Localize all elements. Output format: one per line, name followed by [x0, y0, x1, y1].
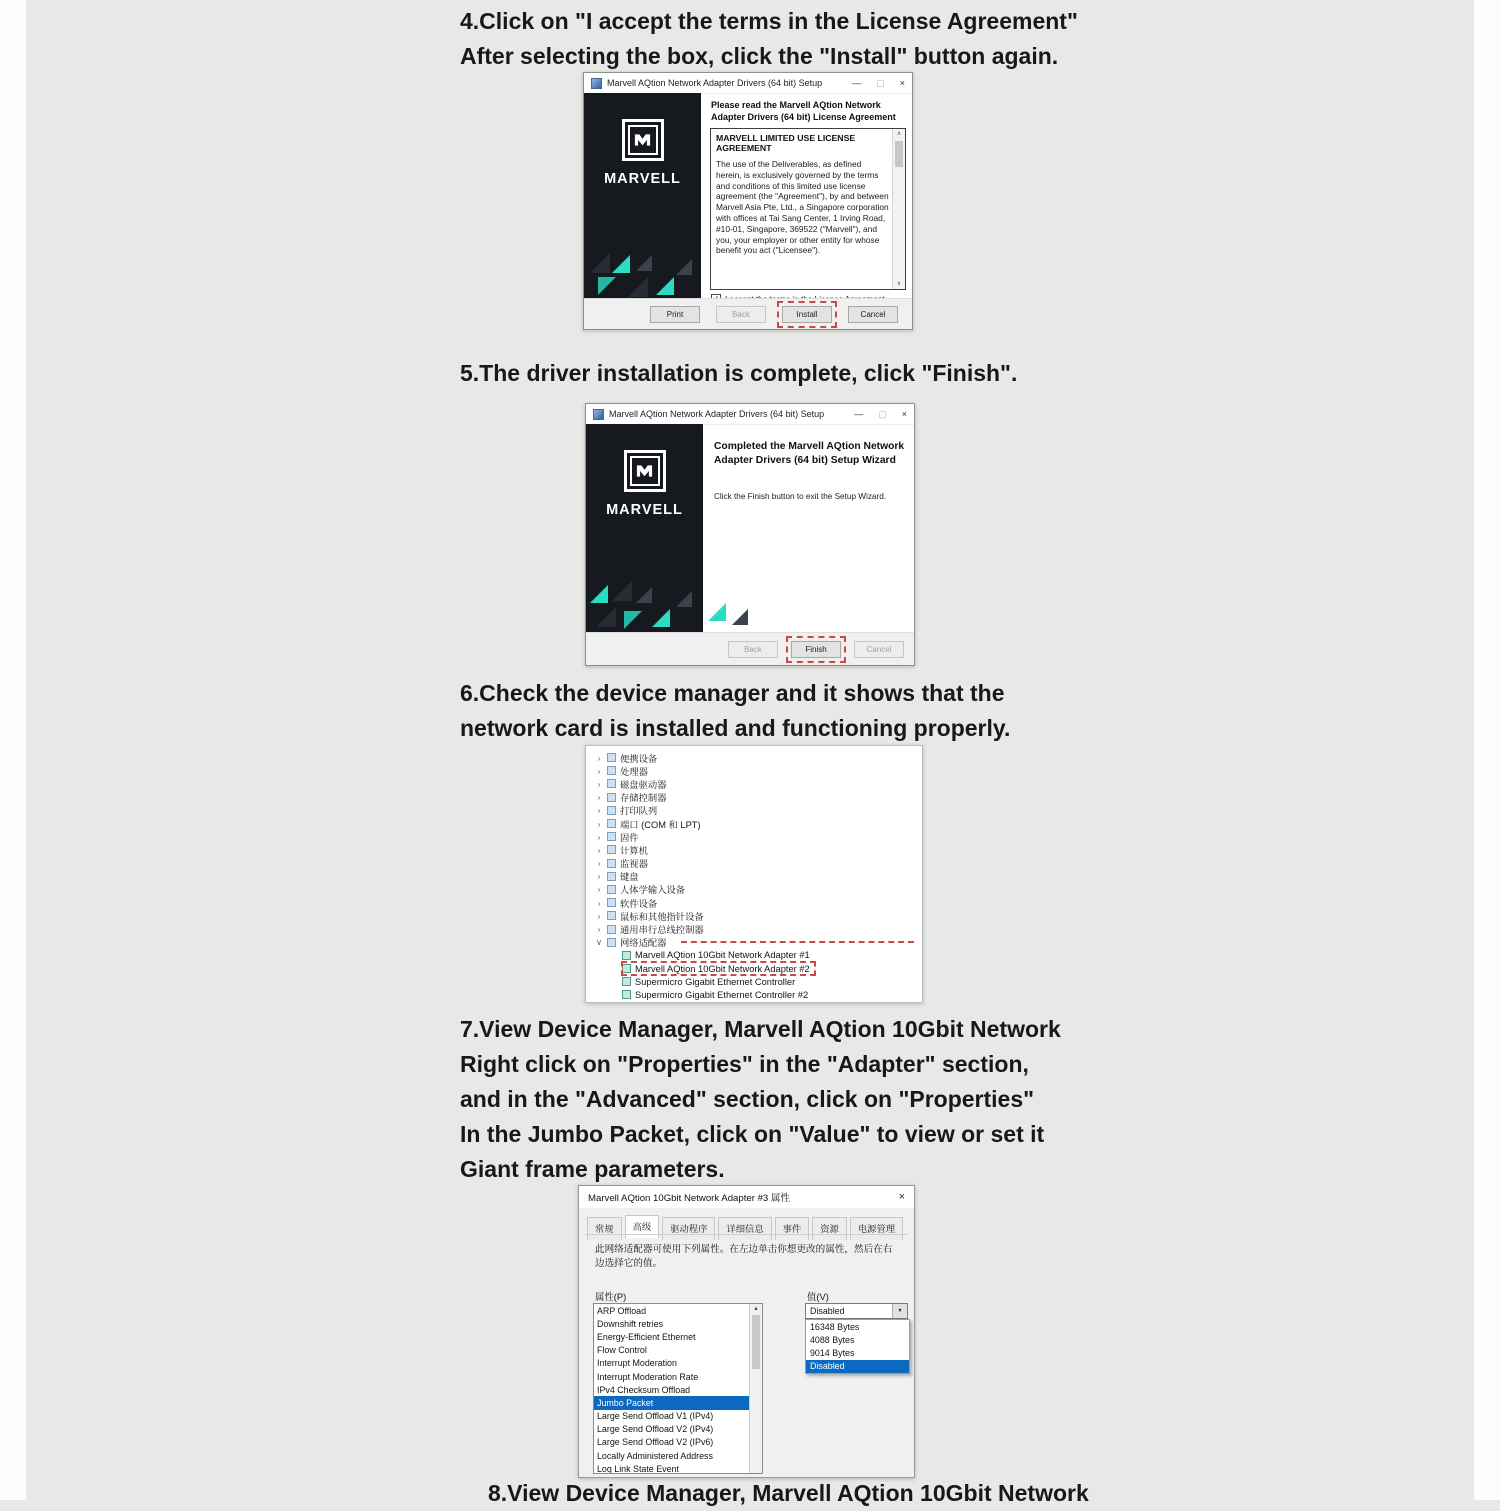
- ports-icon: [607, 819, 616, 828]
- installer-app-icon: [591, 78, 602, 89]
- combo-dropdown-icon[interactable]: ▼: [892, 1304, 907, 1318]
- chevron-right-icon[interactable]: ›: [597, 844, 601, 855]
- storage-controller-icon: [607, 793, 616, 802]
- license-dialog-title: Marvell AQtion Network Adapter Drivers (64 bit) Setup: [607, 78, 823, 88]
- properties-tab[interactable]: 常规: [587, 1217, 622, 1240]
- network-adapter-icon: [622, 951, 631, 960]
- step6-line1: 6.Check the device manager and it shows that the: [460, 680, 1005, 706]
- properties-tab[interactable]: 资源: [812, 1217, 847, 1240]
- property-list-label: 属性(P): [595, 1291, 627, 1302]
- chevron-right-icon[interactable]: ›: [597, 752, 601, 763]
- device-category-label: 便携设备: [620, 753, 658, 764]
- finish-dialog-titlebar: [586, 404, 914, 425]
- device-category-row[interactable]: [595, 817, 922, 830]
- chevron-right-icon[interactable]: ›: [597, 884, 601, 895]
- minimize-icon[interactable]: —: [854, 408, 864, 419]
- properties-tab[interactable]: 高级: [625, 1215, 660, 1238]
- step4-line2: After selecting the box, click the "Install" button again.: [460, 43, 1059, 69]
- tab-separator: [585, 1234, 908, 1235]
- finish-dialog-title: Marvell AQtion Network Adapter Drivers (64 bit) Setup: [609, 409, 825, 419]
- page-right-margin: [1474, 0, 1500, 1500]
- cancel-button[interactable]: Cancel: [848, 306, 898, 323]
- network-adapter-label: Marvell AQtion 10Gbit Network Adapter #1: [635, 950, 810, 961]
- hid-icon: [607, 885, 616, 894]
- step7-line5: Giant frame parameters.: [460, 1156, 725, 1182]
- chevron-right-icon[interactable]: ›: [597, 765, 601, 776]
- chevron-right-icon[interactable]: ›: [597, 897, 601, 908]
- device-category-row[interactable]: [595, 922, 922, 935]
- disk-drive-icon: [607, 779, 616, 788]
- close-icon[interactable]: ×: [899, 77, 905, 88]
- finish-dialog-window: [585, 403, 915, 666]
- license-text-box: [710, 128, 906, 290]
- processor-icon: [607, 766, 616, 775]
- step7-line3: and in the "Advanced" section, click on "Properties": [460, 1086, 1035, 1112]
- value-option[interactable]: 16348 Bytes: [810, 1321, 860, 1332]
- marvell-logo-icon: [622, 119, 664, 161]
- device-category-row[interactable]: [595, 857, 922, 870]
- portable-devices-icon: [607, 753, 616, 762]
- chevron-down-icon[interactable]: ∨: [595, 936, 603, 947]
- property-item[interactable]: IPv4 Checksum Offload: [597, 1384, 691, 1395]
- license-agreement-heading: MARVELL LIMITED USE LICENSE AGREEMENT: [716, 133, 856, 153]
- scrollbar-thumb[interactable]: [752, 1315, 760, 1369]
- step7-line2: Right click on "Properties" in the "Adapter" section,: [460, 1051, 1029, 1077]
- advanced-description: 此网络适配器可使用下列属性。在左边单击你想更改的属性，然后在右边选择它的值。: [595, 1244, 893, 1269]
- properties-title: Marvell AQtion 10Gbit Network Adapter #3 属性: [588, 1193, 791, 1204]
- device-category-label: 计算机: [620, 845, 648, 856]
- print-button[interactable]: Print: [650, 306, 700, 323]
- value-option[interactable]: 9014 Bytes: [810, 1347, 855, 1358]
- device-category-row[interactable]: [595, 764, 922, 777]
- mouse-icon: [607, 911, 616, 920]
- device-category-label: 处理器: [620, 766, 648, 777]
- property-item[interactable]: Interrupt Moderation Rate: [597, 1371, 699, 1382]
- license-header-text: Please read the Marvell AQtion Network Adapter Drivers (64 bit) License Agreement: [711, 100, 896, 122]
- device-category-label: 鼠标和其他指针设备: [620, 911, 704, 922]
- license-dialog-titlebar: [584, 73, 912, 94]
- network-adapter-label: Supermicro Gigabit Ethernet Controller #2: [635, 989, 809, 1000]
- marvell-brand-panel: [586, 424, 703, 633]
- network-adapter-icon: [622, 990, 631, 999]
- keyboard-icon: [607, 872, 616, 881]
- device-category-label: 人体学输入设备: [620, 885, 686, 896]
- scroll-down-icon[interactable]: ∨: [896, 281, 902, 287]
- license-scrollbar[interactable]: [892, 129, 905, 289]
- step8-heading: 8.View Device Manager, Marvell AQtion 10Gbit Network: [488, 1480, 1089, 1506]
- network-adapters-label: 网络适配器: [620, 938, 667, 949]
- cancel-button: Cancel: [854, 641, 904, 658]
- network-adapter-icon: [622, 964, 631, 973]
- device-category-row[interactable]: [595, 804, 922, 817]
- property-item[interactable]: Large Send Offload V2 (IPv4): [597, 1424, 714, 1435]
- finish-dialog-button-strip: [586, 632, 914, 665]
- marvell-logo-icon: [624, 450, 666, 492]
- device-manager-panel: [585, 745, 923, 1003]
- network-adapter-row[interactable]: [622, 975, 800, 988]
- property-item[interactable]: Jumbo Packet: [594, 1396, 750, 1409]
- property-listbox: [593, 1303, 763, 1474]
- license-dialog-button-strip: [584, 298, 912, 329]
- device-category-label: 通用串行总线控制器: [620, 925, 704, 936]
- properties-tab[interactable]: 驱动程序: [662, 1217, 715, 1240]
- device-category-label: 固件: [620, 832, 639, 843]
- network-adapter-row[interactable]: [622, 962, 815, 975]
- value-option[interactable]: 4088 Bytes: [810, 1334, 855, 1345]
- property-item[interactable]: Log Link State Event: [597, 1463, 679, 1474]
- triangle-decoration: [732, 609, 748, 625]
- properties-tab[interactable]: 详细信息: [718, 1217, 771, 1240]
- value-selected: Disabled: [810, 1306, 845, 1316]
- property-list-scrollbar[interactable]: [749, 1304, 762, 1473]
- device-category-label: 键盘: [620, 872, 639, 883]
- device-category-row[interactable]: [595, 791, 922, 804]
- chevron-right-icon[interactable]: ›: [597, 924, 601, 935]
- network-adapter-row[interactable]: [622, 988, 813, 1001]
- chevron-right-icon[interactable]: ›: [597, 778, 601, 789]
- value-label: 值(V): [807, 1291, 829, 1302]
- minimize-icon[interactable]: —: [852, 77, 862, 88]
- device-category-label: 端口 (COM 和 LPT): [620, 819, 701, 830]
- back-button: Back: [716, 306, 766, 323]
- properties-titlebar: [579, 1186, 914, 1208]
- maximize-icon: ▢: [878, 408, 887, 419]
- property-item[interactable]: ARP Offload: [597, 1305, 647, 1316]
- scrollbar-thumb[interactable]: [895, 141, 903, 167]
- device-category-row[interactable]: [595, 830, 922, 843]
- network-adapter-icon: [622, 977, 631, 986]
- scroll-up-icon[interactable]: ▲: [753, 1306, 759, 1312]
- triangle-decoration: [586, 563, 703, 633]
- device-category-label: 磁盘驱动器: [620, 779, 667, 790]
- step4-line1: 4.Click on "I accept the terms in the License Agreement": [460, 8, 1078, 34]
- print-queue-icon: [607, 806, 616, 815]
- properties-tab[interactable]: 电源管理: [850, 1217, 903, 1240]
- step5-heading: 5.The driver installation is complete, click "Finish".: [460, 360, 1018, 386]
- step7-line4: In the Jumbo Packet, click on "Value" to view or set it: [460, 1121, 1045, 1147]
- install-button[interactable]: Install: [782, 306, 832, 323]
- device-category-label: 存储控制器: [620, 793, 667, 804]
- red-dashed-annotation: [681, 941, 915, 943]
- software-device-icon: [607, 898, 616, 907]
- step7-line1: 7.View Device Manager, Marvell AQtion 10Gbit Network: [460, 1016, 1061, 1042]
- device-category-row[interactable]: [595, 909, 922, 922]
- chevron-right-icon[interactable]: ›: [597, 792, 601, 803]
- step7-heading: [460, 1012, 1120, 1187]
- firmware-icon: [607, 832, 616, 841]
- triangle-decoration: [708, 603, 726, 621]
- property-item[interactable]: Large Send Offload V1 (IPv4): [597, 1411, 714, 1422]
- marvell-brand-name: MARVELL: [604, 171, 681, 187]
- device-category-label: 监视器: [620, 859, 648, 870]
- chevron-right-icon[interactable]: ›: [597, 871, 601, 882]
- property-item[interactable]: Flow Control: [597, 1345, 647, 1356]
- monitor-icon: [607, 859, 616, 868]
- device-category-label: 软件设备: [620, 898, 658, 909]
- property-item[interactable]: Locally Administered Address: [597, 1450, 713, 1461]
- network-adapter-row[interactable]: [622, 949, 815, 962]
- network-adapters-row[interactable]: [595, 936, 922, 949]
- finish-body-text: Click the Finish button to exit the Setup Wizard.: [714, 492, 887, 501]
- device-category-row[interactable]: [595, 883, 922, 896]
- adapter-properties-dialog: [578, 1185, 915, 1478]
- usb-controller-icon: [607, 925, 616, 934]
- property-item[interactable]: Downshift retries: [597, 1318, 664, 1329]
- marvell-brand-name: MARVELL: [606, 502, 683, 518]
- finish-button[interactable]: Finish: [791, 641, 841, 658]
- device-category-row[interactable]: [595, 777, 922, 790]
- close-icon[interactable]: ×: [901, 408, 907, 419]
- scroll-up-icon[interactable]: ∧: [896, 131, 902, 137]
- maximize-icon: ▢: [876, 77, 885, 88]
- license-dialog-window: [583, 72, 913, 330]
- property-item[interactable]: Energy-Efficient Ethernet: [597, 1331, 696, 1342]
- value-dropdown-list: [805, 1319, 910, 1374]
- properties-tab[interactable]: 事件: [775, 1217, 810, 1240]
- chevron-right-icon[interactable]: ›: [597, 858, 601, 869]
- property-item[interactable]: Large Send Offload V2 (IPv6): [597, 1437, 714, 1448]
- installer-app-icon: [593, 409, 604, 420]
- triangle-decoration: [584, 229, 701, 299]
- network-adapter-label: Marvell AQtion 10Gbit Network Adapter #2: [635, 963, 810, 974]
- step4-heading: [460, 4, 1120, 74]
- device-category-label: 打印队列: [620, 806, 658, 817]
- chevron-right-icon[interactable]: ›: [597, 910, 601, 921]
- network-adapters-icon: [607, 938, 616, 947]
- chevron-right-icon[interactable]: ›: [597, 831, 601, 842]
- value-combobox[interactable]: [805, 1303, 908, 1319]
- device-category-row[interactable]: [595, 843, 922, 856]
- finish-header-text: Completed the Marvell AQtion Network Adapter Drivers (64 bit) Setup Wizard: [714, 441, 905, 466]
- property-item[interactable]: Interrupt Moderation: [597, 1358, 677, 1369]
- back-button: Back: [728, 641, 778, 658]
- license-agreement-body: The use of the Deliverables, as defined herein, is exclusively governed by the terms and conditions of this limited use license agreement (the "Agreement"), by and between Marvell Asia Pte, Ltd., a Singapore corporation with offices at Tai Sang Center, 1 Irving Road, #10-01, Singapore, 369522 ("Marvell"), and you, your employer or other entity for whose benefit you act ("Licensee").: [716, 159, 889, 256]
- step6-heading: [460, 676, 1120, 746]
- value-option[interactable]: Disabled: [806, 1360, 909, 1373]
- computer-icon: [607, 845, 616, 854]
- device-category-row[interactable]: [595, 896, 922, 909]
- chevron-right-icon[interactable]: ›: [597, 805, 601, 816]
- device-category-row[interactable]: [595, 751, 922, 764]
- device-category-row[interactable]: [595, 870, 922, 883]
- page-left-margin: [0, 0, 26, 1500]
- chevron-right-icon[interactable]: ›: [597, 818, 601, 829]
- close-icon[interactable]: ×: [898, 1191, 905, 1203]
- step6-line2: network card is installed and functioning properly.: [460, 715, 1011, 741]
- marvell-brand-panel: [584, 93, 701, 299]
- network-adapter-label: Supermicro Gigabit Ethernet Controller: [635, 976, 796, 987]
